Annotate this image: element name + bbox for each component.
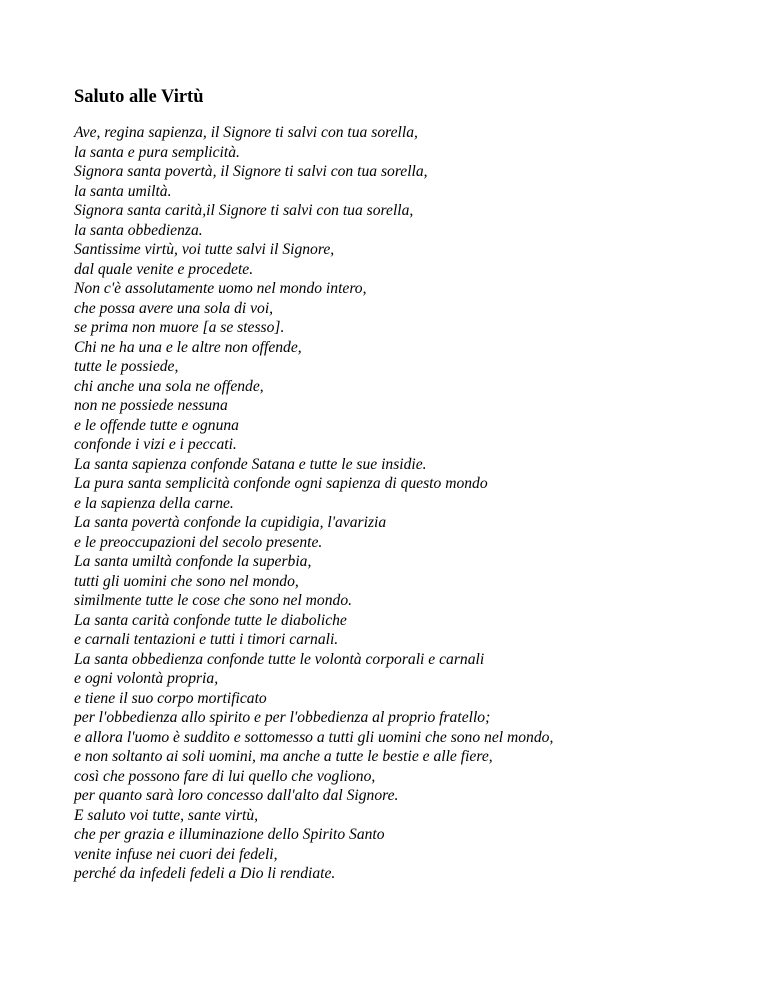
poem-line: Ave, regina sapienza, il Signore ti salvi con tua sorella, bbox=[74, 124, 418, 141]
poem-line: perché da infedeli fedeli a Dio li rendiate. bbox=[74, 865, 336, 882]
poem-line: Santissime virtù, voi tutte salvi il Signore, bbox=[74, 241, 335, 258]
poem-line: e allora l'uomo è suddito e sottomesso a tutti gli uomini che sono nel mondo, bbox=[74, 728, 554, 746]
poem-line: per l'obbedienza allo spirito e per l'obbedienza al proprio fratello; bbox=[74, 709, 491, 726]
poem-line: La pura santa semplicità confonde ogni sapienza di questo mondo bbox=[74, 475, 488, 492]
poem-line: che possa avere una sola di voi, bbox=[74, 299, 274, 317]
poem-line: dal quale venite e procedete. bbox=[74, 260, 254, 278]
poem-line: Signora santa carità,il Signore ti salvi con tua sorella, bbox=[74, 202, 414, 219]
poem-line: La santa umiltà confonde la superbia, bbox=[74, 553, 312, 570]
poem-line: la santa obbedienza. bbox=[74, 221, 203, 239]
poem-line: La santa sapienza confonde Satana e tutte le sue insidie. bbox=[74, 455, 427, 473]
poem-line: chi anche una sola ne offende, bbox=[74, 377, 264, 395]
poem-line: tutte le possiede, bbox=[74, 358, 179, 375]
poem-line: La santa povertà confonde la cupidigia, l'avarizia bbox=[74, 514, 387, 531]
poem-line: Signora santa povertà, il Signore ti salvi con tua sorella, bbox=[74, 163, 428, 180]
poem-line: e tiene il suo corpo mortificato bbox=[74, 689, 267, 707]
poem-line: Non c'è assolutamente uomo nel mondo intero, bbox=[74, 280, 367, 297]
poem-line: venite infuse nei cuori dei fedeli, bbox=[74, 845, 278, 863]
poem-line: e le preoccupazioni del secolo presente. bbox=[74, 533, 323, 551]
poem-line: La santa carità confonde tutte le diaboliche bbox=[74, 611, 347, 629]
poem-line: La santa obbedienza confonde tutte le volontà corporali e carnali bbox=[74, 650, 485, 668]
poem-line: e carnali tentazioni e tutti i timori carnali. bbox=[74, 631, 339, 648]
poem-line: la santa e pura semplicità. bbox=[74, 143, 240, 161]
poem-body bbox=[74, 123, 553, 884]
poem-line: confonde i vizi e i peccati. bbox=[74, 436, 237, 453]
poem-line: la santa umiltà. bbox=[74, 182, 172, 200]
document-title: Saluto alle Virtù bbox=[74, 87, 204, 107]
poem-line: non ne possiede nessuna bbox=[74, 397, 228, 414]
poem-line: così che possono fare di lui quello che vogliono, bbox=[74, 767, 376, 785]
poem-line: e la sapienza della carne. bbox=[74, 494, 234, 512]
poem-line: e ogni volontà propria, bbox=[74, 670, 219, 687]
poem-line: e non soltanto ai soli uomini, ma anche a tutte le bestie e alle fiere, bbox=[74, 748, 493, 765]
poem-line: che per grazia e illuminazione dello Spirito Santo bbox=[74, 826, 385, 843]
poem-line: se prima non muore [a se stesso]. bbox=[74, 319, 285, 336]
poem-line: e le offende tutte e ognuna bbox=[74, 416, 239, 434]
poem-line: Chi ne ha una e le altre non offende, bbox=[74, 338, 302, 356]
poem-line: E saluto voi tutte, sante virtù, bbox=[74, 806, 259, 824]
poem-line: tutti gli uomini che sono nel mondo, bbox=[74, 572, 299, 590]
poem-line: per quanto sarà loro concesso dall'alto dal Signore. bbox=[74, 787, 399, 804]
poem-line: similmente tutte le cose che sono nel mondo. bbox=[74, 592, 353, 609]
